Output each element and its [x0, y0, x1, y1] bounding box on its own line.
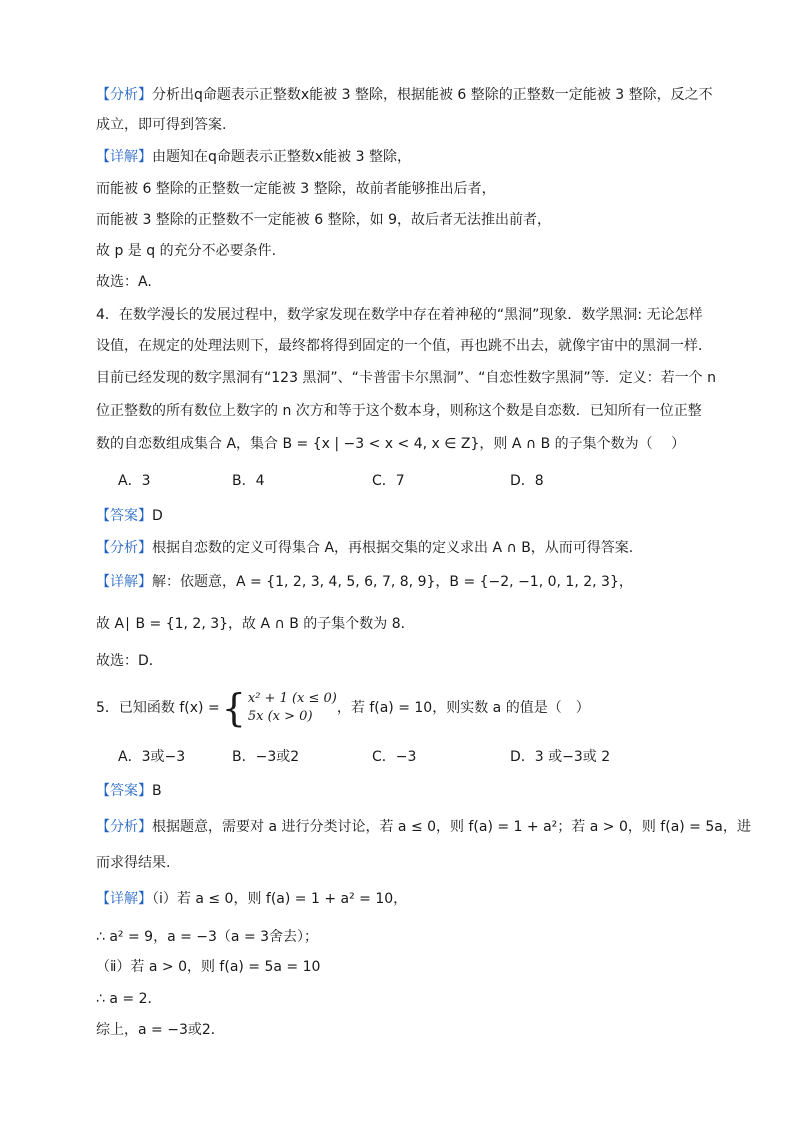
q4-analysis	[96, 539, 633, 557]
piecewise-row-1: x² + 1 (x ≤ 0)	[247, 691, 337, 706]
q4-option-c: C．7	[372, 473, 405, 489]
q5-option-d: D．3 或−3或 2	[510, 749, 611, 765]
answer-tag: 【答案】	[96, 508, 152, 524]
left-brace-icon: {	[221, 686, 246, 730]
q4-stem-4: 位正整数的所有数位上数字的 n 次方和等于这个数本身，则称这个数是自恋数．已知所有一位正整	[96, 403, 702, 419]
q5-stem	[96, 688, 590, 728]
detail-tag: 【详解】	[96, 891, 152, 907]
analysis-text: 根据自恋数的定义可得集合 A，再根据交集的定义求出 A ∩ B，从而可得答案.	[152, 540, 634, 556]
q4-stem-1: 4．在数学漫长的发展过程中，数学家发现在数学中存在着神秘的“黑洞”现象．数学黑洞: 无论怎样	[96, 307, 703, 323]
q5-detail-3: （ⅱ）若 a > 0，则 f(a) = 5a = 10	[96, 959, 321, 975]
analysis-tag: 【分析】	[96, 87, 152, 103]
analysis-line-1	[96, 86, 713, 104]
q4-stem-5: 数的自恋数组成集合 A，集合 B = {x | −3 < x < 4, x ∈ Z}，则 A ∩ B 的子集个数为（ ）	[96, 436, 686, 452]
q4-stem-2: 设值，在规定的处理法则下，最终都将得到固定的一个值，再也跳不出去，就像宇宙中的黑洞一样．	[96, 338, 712, 354]
detail-text: 解：依题意，A = {1, 2, 3, 4, 5, 6, 7, 8, 9}，B = {−2, −1, 0, 1, 2, 3}，	[152, 574, 633, 590]
q4-stem-3: 目前已经发现的数字黑洞有“123 黑洞”、“卡普雷卡尔黑洞”、“自恋性数字黑洞”等．定义：若一个 n	[96, 370, 717, 386]
choice-line: 故选：A.	[96, 274, 152, 290]
q5-option-a: A．3或−3	[118, 749, 186, 765]
q4-answer	[96, 507, 163, 525]
analysis-text: 根据题意，需要对 a 进行分类讨论，若 a ≤ 0，则 f(a) = 1 + a²；若 a > 0，则 f(a) = 5a，进	[152, 819, 751, 835]
detail-tag: 【详解】	[96, 149, 152, 165]
detail-line-3: 而能被 3 整除的正整数不一定能被 6 整除，如 9，故后者无法推出前者，	[96, 212, 551, 228]
q4-option-b: B．4	[232, 473, 265, 489]
detail-line-1	[96, 148, 411, 166]
q4-option-d: D．8	[510, 473, 544, 489]
q5-detail-4: ∴ a = 2．	[96, 991, 162, 1007]
q5-stem-prefix: 5．已知函数 f(x) =	[96, 700, 220, 716]
q5-stem-suffix: ，若 f(a) = 10，则实数 a 的值是（ ）	[336, 700, 590, 716]
analysis-text: 分析出q命题表示正整数x能被 3 整除，根据能被 6 整除的正整数一定能被 3 整除，反之不	[152, 87, 713, 103]
q5-option-c: C．−3	[372, 749, 417, 765]
answer-tag: 【答案】	[96, 783, 152, 799]
q5-detail-1	[96, 890, 407, 908]
analysis-line-2: 成立，即可得到答案.	[96, 117, 227, 133]
answer-value: B	[152, 783, 162, 799]
q4-choice: 故选：D．	[96, 653, 163, 669]
q5-analysis-2: 而求得结果.	[96, 855, 171, 871]
q5-detail-2: ∴ a² = 9，a = −3（a = 3舍去）；	[96, 929, 319, 945]
detail-text: （ⅰ）若 a ≤ 0，则 f(a) = 1 + a² = 10，	[152, 891, 408, 907]
analysis-tag: 【分析】	[96, 540, 152, 556]
q5-analysis-1	[96, 818, 751, 836]
piecewise-function	[220, 686, 337, 730]
analysis-tag: 【分析】	[96, 819, 152, 835]
q4-option-a: A．3	[118, 473, 151, 489]
q5-option-b: B．−3或2	[232, 749, 300, 765]
answer-value: D	[152, 508, 163, 524]
detail-text: 由题知在q命题表示正整数x能被 3 整除，	[152, 149, 411, 165]
piecewise-row-2: 5x (x > 0)	[247, 709, 313, 724]
q5-detail-5: 综上，a = −3或2．	[96, 1022, 225, 1038]
q5-answer	[96, 782, 162, 800]
detail-line-2: 而能被 6 整除的正整数一定能被 3 整除，故前者能够推出后者，	[96, 181, 496, 197]
detail-line-4: 故 p 是 q 的充分不必要条件.	[96, 243, 277, 259]
q4-detail-1	[96, 573, 633, 591]
detail-tag: 【详解】	[96, 574, 152, 590]
q4-detail-2: 故 A∣ B = {1, 2, 3}，故 A ∩ B 的子集个数为 8．	[96, 616, 415, 632]
